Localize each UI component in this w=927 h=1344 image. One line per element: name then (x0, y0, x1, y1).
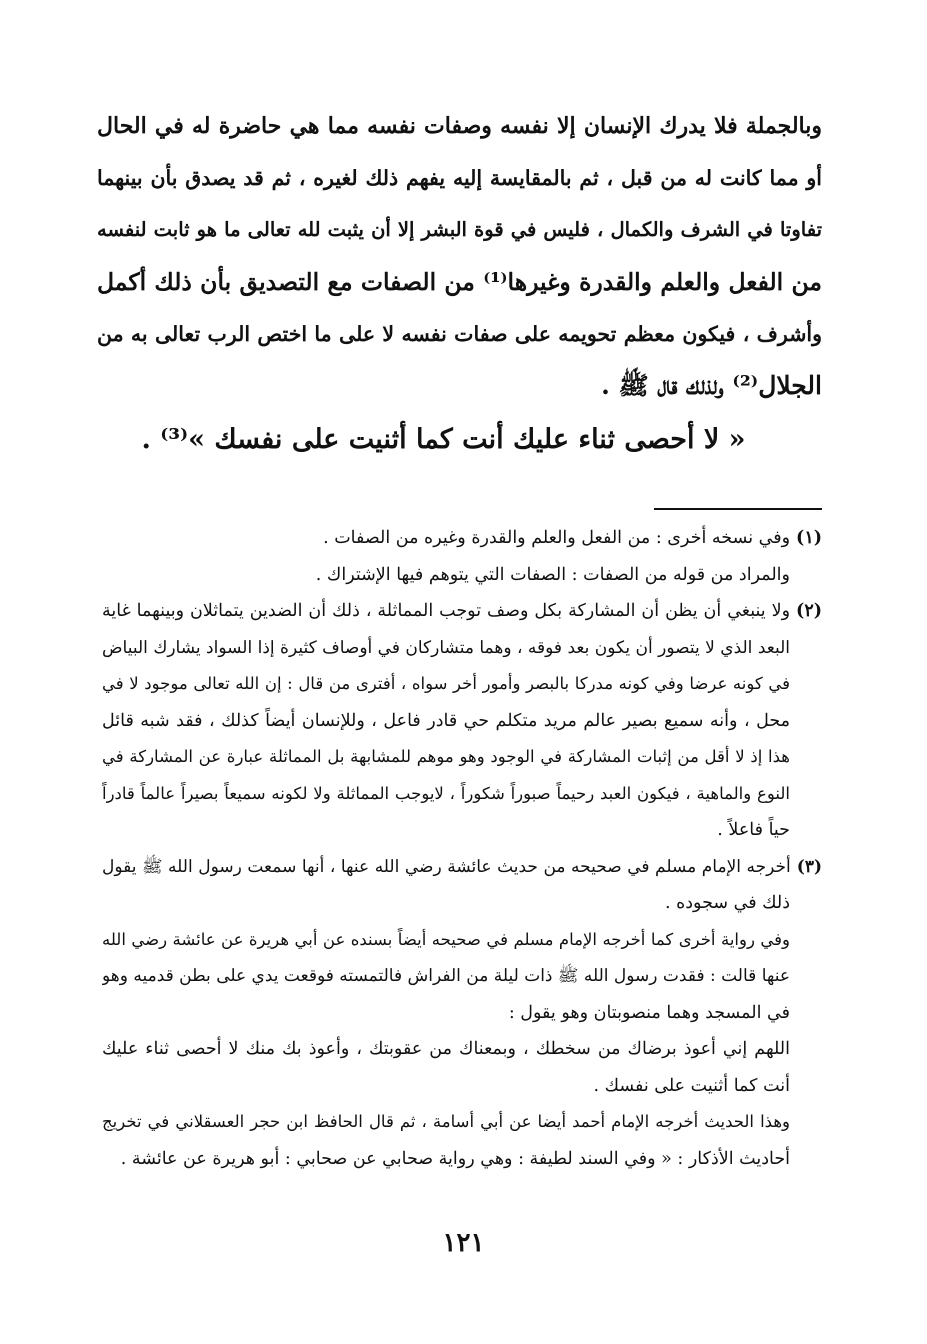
footnote-number: (١) (796, 528, 822, 548)
footnote-text: ذلك في سجوده . (664, 893, 790, 913)
footnote-text: البعد الذي لا يتصور أن يكون بعد فوقه ، وهما متشاركان في أوصاف كثيرة إذا السواد يشارك البياض (102, 637, 790, 658)
footnote-line (102, 703, 822, 740)
footnote-text: ولا ينبغي أن يظن أن المشاركة بكل وصف توجب المماثلة ، ذلك أن الضدين يتماثلان وبينهما غاية (102, 601, 791, 621)
footnote-line (102, 849, 822, 886)
main-text-line: من الفعل والعلم والقدرة وغيرها⁽¹⁾ من الصفات مع التصديق بأن ذلك أكمل (97, 268, 822, 296)
footnote-line (102, 739, 822, 776)
footnote-line (102, 922, 822, 959)
footnote-number: (٢) (796, 601, 822, 621)
main-text-block (97, 100, 822, 412)
footnote-line (102, 593, 822, 630)
footnote-line (102, 1068, 822, 1105)
hadith-quote: « لا أحصى ثناء عليك أنت كما أثنيت على نفسك »⁽³⁾ . (141, 424, 746, 455)
main-text-line: أو مما كانت له من قبل ، ثم بالمقايسة إليه يفهم ذلك لغيره ، ثم قد يصدق بأن بينهما (97, 166, 822, 190)
main-text-line: وبالجملة فلا يدرك الإنسان إلا نفسه وصفات نفسه مما هي حاضرة له في الحال (97, 113, 822, 139)
footnote-text: والمراد من قوله من الصفات : الصفات التي يتوهم فيها الإشتراك . (315, 564, 790, 585)
footnote-text: وهذا الحديث أخرجه الإمام أحمد أيضا عن أبي أسامة ، ثم قال الحافظ ابن حجر العسقلاني في تخريج (102, 1112, 790, 1131)
footnote-text: وفي رواية أخرى كما أخرجه الإمام مسلم في صحيحه أيضاً بسنده عن أبي هريرة عن عائشة رضي الله (102, 929, 790, 949)
footnote-text: وفي نسخه أخرى : من الفعل والعلم والقدرة وغيره من الصفات . (323, 528, 791, 548)
footnote-text: في المسجد وهما منصوبتان وهو يقول : (508, 1002, 790, 1023)
footnote-line (102, 1104, 822, 1141)
footnote-line (102, 666, 822, 703)
footnote-line (102, 776, 822, 813)
footnote-text: النوع والماهية ، فيكون العبد رحيماً صبوراً شكوراً ، لايوجب المماثلة ولا لكونه سميعاً بصيراً عالماً قادراً (102, 783, 790, 803)
footnote-text: عنها قالت : فقدت رسول الله ﷺ ذات ليلة من الفراش فالتمسته فوقعت يدي على بطن قدميه وهو (102, 966, 790, 986)
footnote-line (102, 557, 822, 594)
footnote-text: في كونه عرضا وفي كونه مدركا بالبصر وأمور أخر سواه ، أفترى من قال : إن الله تعالى موجود لا في (102, 674, 791, 693)
footnote-line (102, 1141, 822, 1178)
footnote-text: حياً فاعلاً . (717, 820, 790, 840)
main-text-line: الجلال⁽²⁾ ولذلك قال ﷺ . (601, 371, 822, 400)
footnote-separator (654, 508, 822, 510)
footnote-text: أخرجه الإمام مسلم في صحيحه من حديث عائشة رضي الله عنها ، أنها سمعت رسول الله ﷺ يقول (102, 856, 791, 877)
page-number: ١٢١ (442, 1228, 485, 1258)
footnote-line (102, 630, 822, 667)
footnote-text: أحاديث الأذكار : « وفي السند لطيفة : وهي رواية صحابي عن صحابي : أبو هريرة عن عائشة . (120, 1148, 790, 1169)
footnote-line (102, 812, 822, 849)
footnote-text: محل ، وأنه سميع بصير عالم مريد متكلم حي قادر فاعل ، وللإنسان أيضاً كذلك ، فقد شبه قائل (102, 710, 790, 731)
footnote-line (102, 995, 822, 1032)
footnote-line (102, 958, 822, 995)
footnote-text: هذا إذ لا أقل من إثبات المشاركة في الوجود وهو موهم للمشابهة بل المماثلة عبارة عن المشاركة في (102, 747, 790, 766)
footnote-text: اللهم إني أعوذ برضاك من سخطك ، وبمعناك من عقوبتك ، وأعوذ بك منك لا أحصى ثناء عليك (102, 1039, 790, 1059)
footnote-line (102, 885, 822, 922)
footnote-line (102, 520, 822, 557)
footnote-line (102, 1031, 822, 1068)
main-text-line: وأشرف ، فيكون معظم تحويمه على صفات نفسه لا على ما اختص الرب تعالى به من (97, 322, 822, 346)
footnote-text: أنت كما أثنيت على نفسك . (593, 1075, 790, 1096)
main-text-line: تفاوتا في الشرف والكمال ، فليس في قوة البشر إلا أن يثبت لله تعالى ما هو ثابت لنفسه (97, 218, 822, 241)
footnotes-block (102, 520, 822, 1177)
footnote-number: (٣) (796, 856, 822, 877)
